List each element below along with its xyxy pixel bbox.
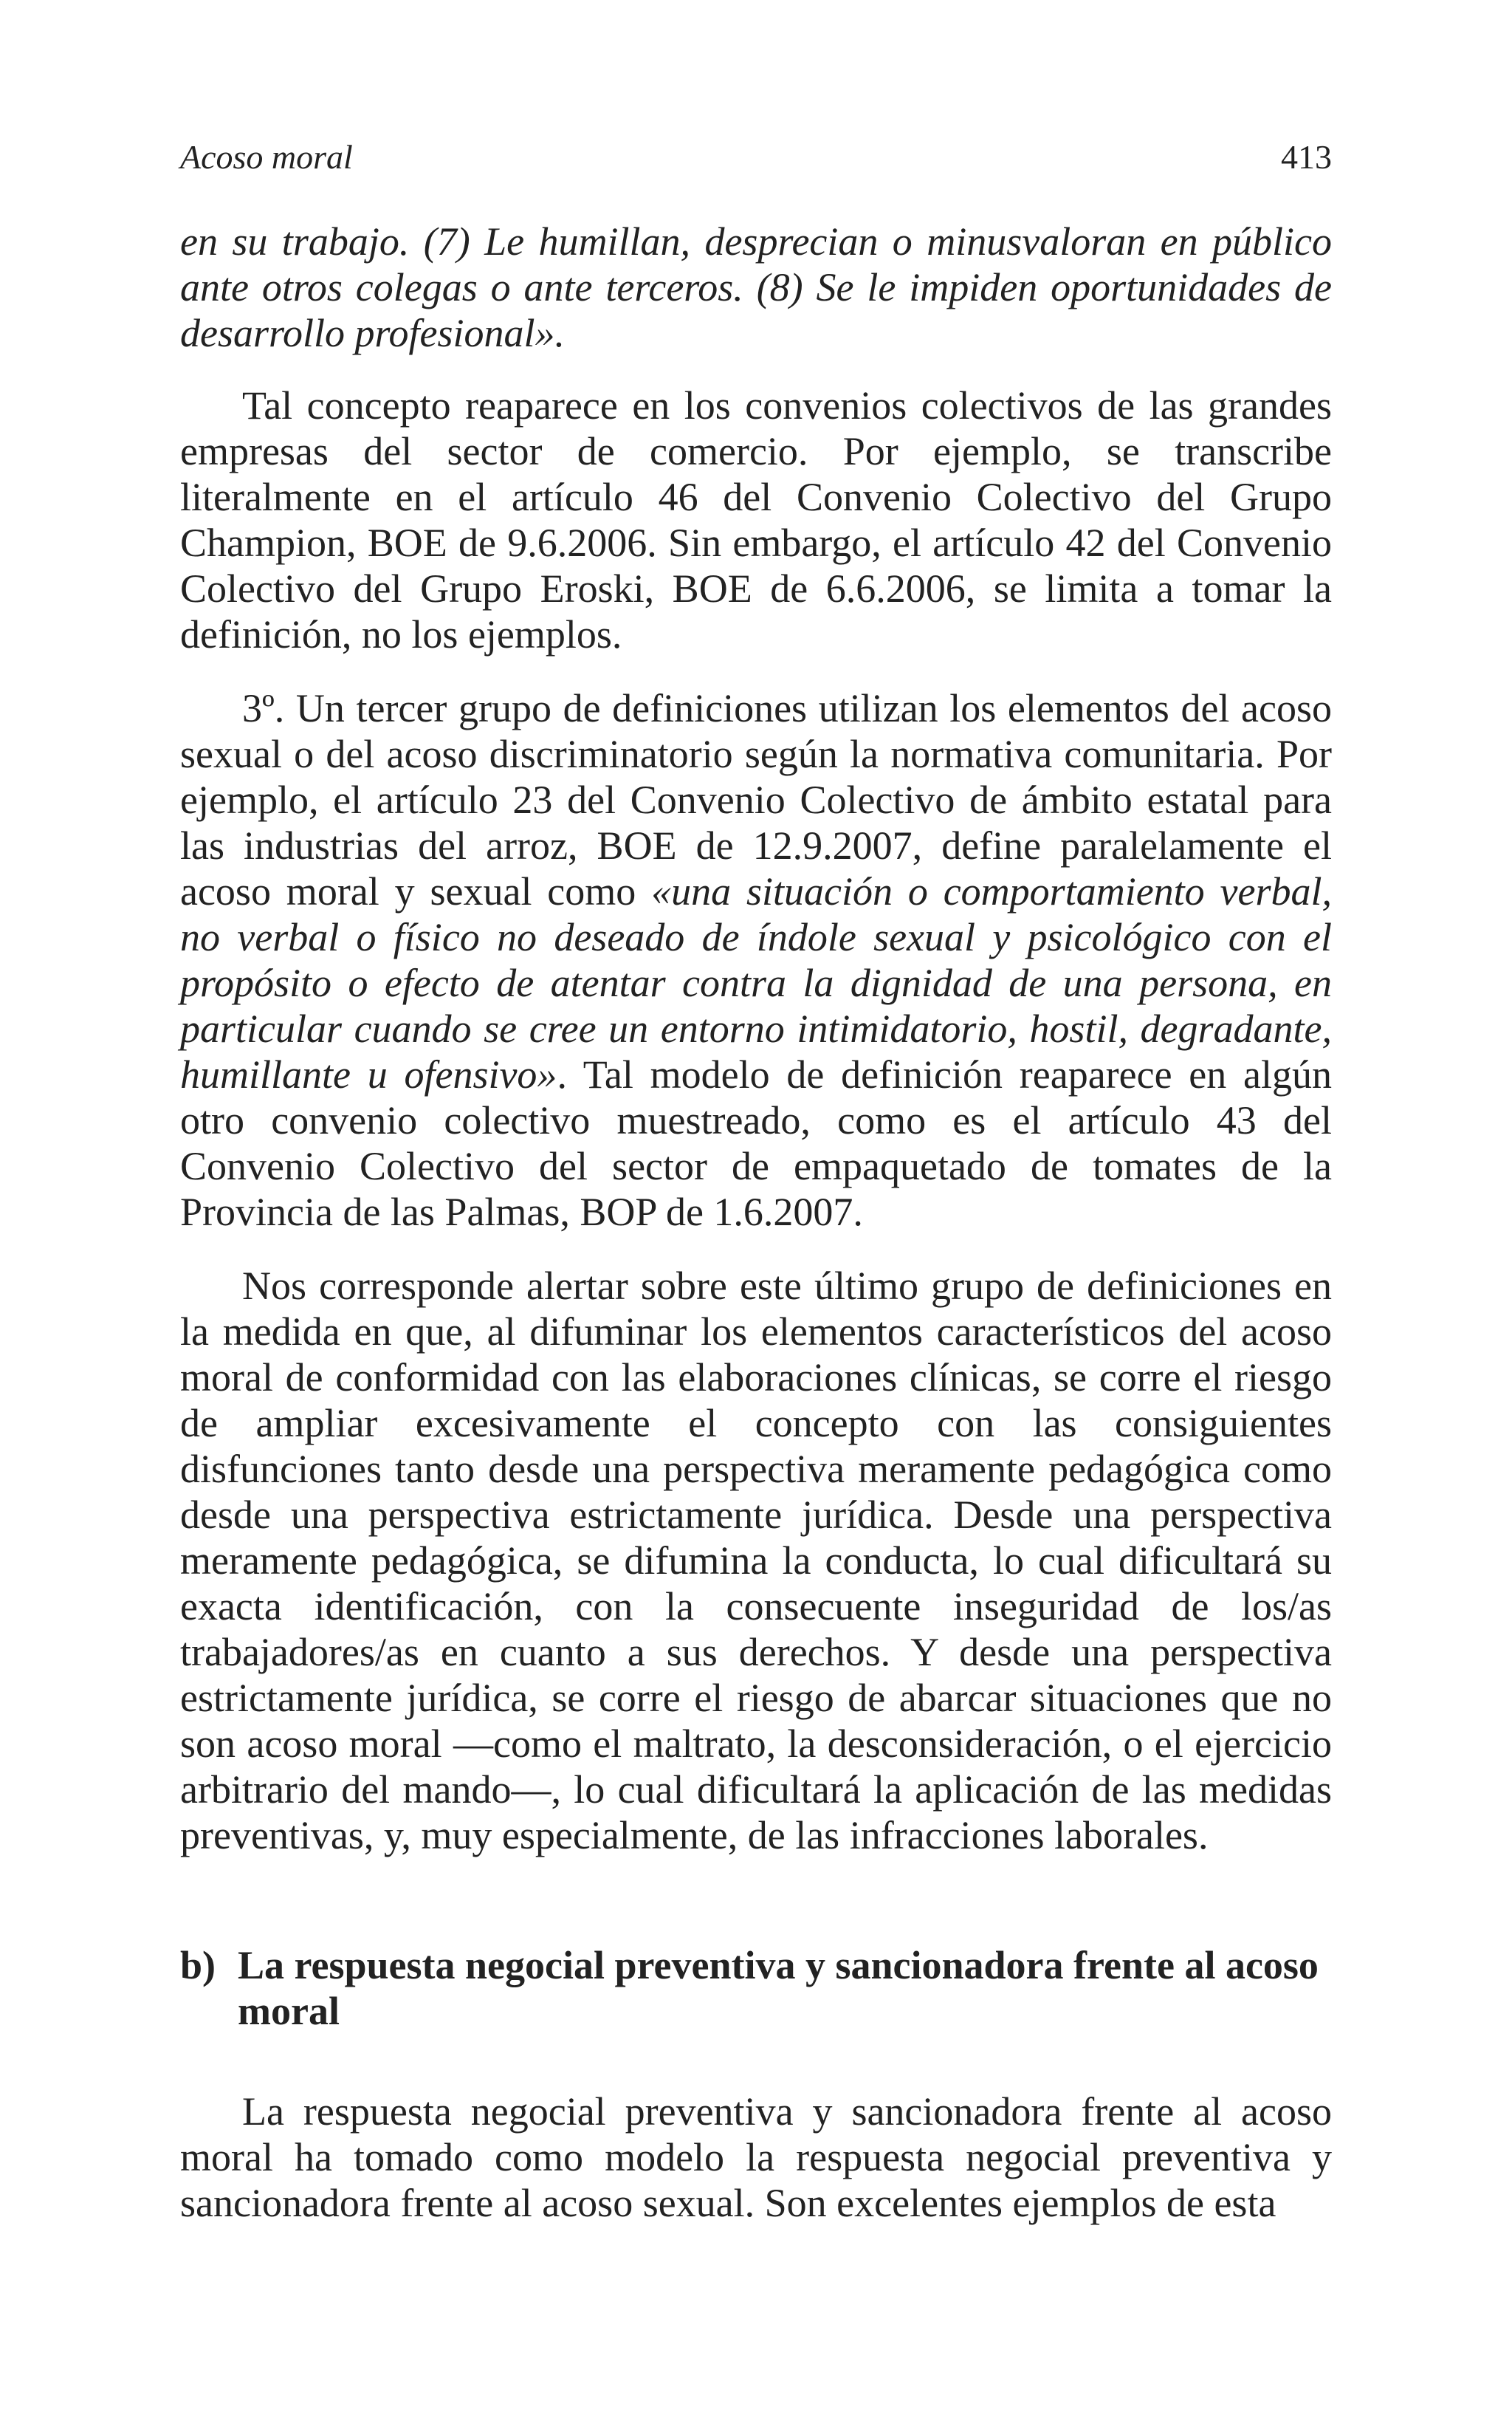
paragraph-text: Tal concepto reaparece en los convenios colectivos de las grandes empresas del sector de comercio. Por ejemplo, se transcribe literalmente en el artículo 46 del Convenio Colectivo del Grupo Champion, BOE de 9.6.2006. Sin embargo, el artículo 42 del Convenio Colectivo del Grupo Eroski, BOE de 6.6.2006, se limita a tomar la definición, no los ejemplos.	[180, 383, 1332, 657]
running-title: Acoso moral	[180, 138, 353, 176]
paragraph-third-group	[180, 685, 1332, 1235]
paragraph-quote-continuation	[180, 219, 1332, 356]
page-number: 413	[1281, 138, 1332, 176]
paragraph-commerce-agreements	[180, 383, 1332, 657]
paragraph-text: Nos corresponde alertar sobre este último grupo de definiciones en la medida en que, al difuminar los elementos característicos del acoso moral de conformidad con las elaboraciones clínicas, se corre el riesgo de ampliar excesivamente el concepto con las consiguientes disfunciones tanto desde una perspectiva meramente pedagógica como desde una perspectiva estrictamente jurídica. Desde una perspectiva meramente pedagógica, se difumina la conducta, lo cual dificultará su exacta identificación, con la consecuente inseguridad de los/as trabajadores/as en cuanto a sus derechos. Y desde una perspectiva estrictamente jurídica, se corre el riesgo de abarcar situaciones que no son acoso moral —como el maltrato, la desconsideración, o el ejercicio arbitrario del mando—, lo cual dificultará la aplicación de las medidas preventivas, y, muy especialmente, de las infracciones laborales.	[180, 1264, 1332, 1857]
section-heading	[180, 1942, 1332, 2034]
body-text	[180, 219, 1332, 2226]
italic-quote: en su trabajo. (7) Le humillan, desprecian o minusvaloran en público ante otros colegas o ante terceros. (8) Se le impiden oportunidades de desarrollo profesional».	[180, 219, 1332, 355]
running-header	[180, 137, 1332, 182]
paragraph-text: La respuesta negocial preventiva y sancionadora frente al acoso moral ha tomado como modelo la respuesta negocial preventiva y sancionadora frente al acoso sexual. Son excelentes ejemplos de esta	[180, 2089, 1332, 2225]
italic-quote: «una situación o comportamiento verbal, no verbal o físico no deseado de índole sexual y psicológico con el propósito o efecto de atentar contra la dignidad de una persona, en particular cuando se cree un entorno intimidatorio, hostil, degradante, humillante u ofensivo»	[180, 869, 1332, 1097]
section-number: b)	[180, 1943, 216, 1987]
paragraph-text: . Tal modelo de definición reaparece en algún otro convenio colectivo muestreado, como es el artículo 43 del Convenio Colectivo del sector de empaquetado de tomates de la Provincia de las Palmas, BOP de 1.6.2007.	[180, 1052, 1332, 1234]
paragraph-text: 3º. Un tercer grupo de definiciones utilizan los elementos del acoso sexual o del acoso discriminatorio según la normativa comunitaria. Por ejemplo, el artículo 23 del Convenio Colectivo de ámbito estatal para las industrias del arroz, BOE de 12.9.2007, define paralelamente el acoso moral y sexual como	[180, 686, 1332, 914]
paragraph-closing	[180, 2089, 1332, 2226]
section-title: La respuesta negocial preventiva y sancionadora frente al acoso moral	[238, 1943, 1319, 2033]
paragraph-warning	[180, 1263, 1332, 1858]
